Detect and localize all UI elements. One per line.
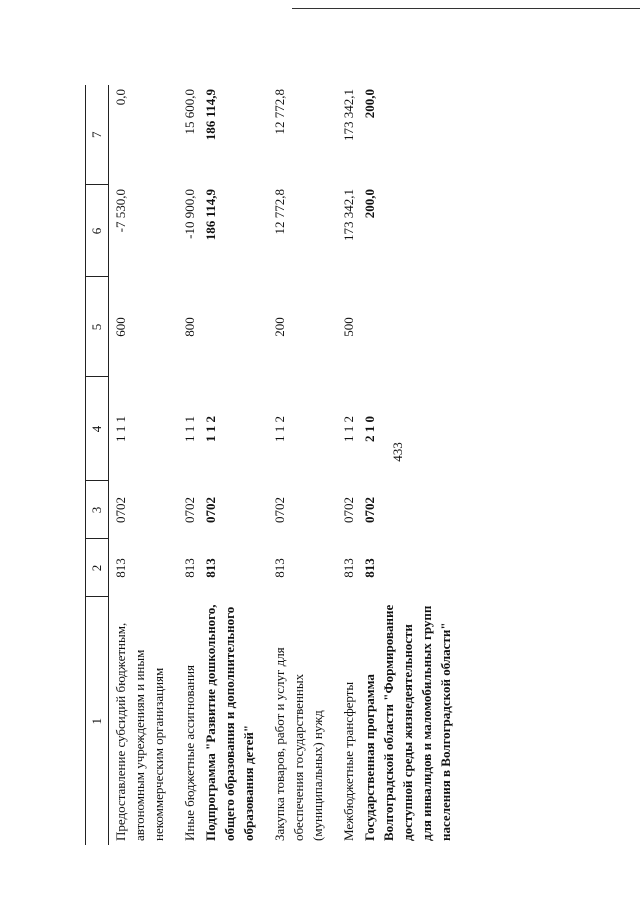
cell-target-code: 1 1 2 xyxy=(203,416,218,442)
cell-change-amount: -7 530,0 xyxy=(113,189,128,233)
cell-change-amount: 173 342,1 xyxy=(341,189,356,241)
cell-total-amount: 200,0 xyxy=(362,89,377,119)
cell-section-code: 0702 xyxy=(113,497,128,523)
cell-target-code: 1 1 2 xyxy=(272,416,287,442)
header-col-1: 1 xyxy=(86,597,109,845)
cell-section-code: 0702 xyxy=(362,497,377,523)
cell-expense-type: 600 xyxy=(113,317,128,337)
cell-section-code: 0702 xyxy=(203,497,218,523)
cell-total-amount: 15 600,0 xyxy=(182,89,197,135)
header-col-6: 6 xyxy=(86,185,109,277)
rotated-page-content xyxy=(85,85,565,845)
cell-admin-code: 813 xyxy=(272,558,287,578)
row-name: Подпрограмма "Развитие дошкольного, общего образования и дополнительного образования детей" xyxy=(203,604,256,841)
cell-change-amount: 186 114,9 xyxy=(203,189,218,241)
table-row xyxy=(337,85,358,845)
table-header-row xyxy=(86,85,109,845)
header-col-4: 4 xyxy=(86,377,109,481)
cell-admin-code: 813 xyxy=(182,558,197,578)
header-col-5: 5 xyxy=(86,277,109,377)
cell-admin-code: 813 xyxy=(203,558,218,578)
table-row xyxy=(109,85,179,845)
cell-expense-type: 800 xyxy=(182,317,197,337)
row-name: Предоставление субсидий бюджетным, автономным учреждениям и иным некоммерческим организациям xyxy=(113,622,166,841)
header-col-2: 2 xyxy=(86,539,109,597)
cell-expense-type: 500 xyxy=(341,317,356,337)
cell-target-code: 1 1 1 xyxy=(182,416,197,442)
cell-change-amount: 200,0 xyxy=(362,189,377,219)
table-row xyxy=(268,85,337,845)
cell-target-code: 1 1 2 xyxy=(341,416,356,442)
cell-expense-type: 200 xyxy=(272,317,287,337)
cell-total-amount: 0,0 xyxy=(113,89,128,106)
cell-expense-type xyxy=(358,277,455,377)
row-name: Иные бюджетные ассигнования xyxy=(182,664,197,841)
row-name: Закупка товаров, работ и услуг для обеспечения государственных (муниципальных) нужд xyxy=(272,647,325,841)
table-row xyxy=(199,85,268,845)
page-number: 433 xyxy=(390,442,405,462)
cell-change-amount: -10 900,0 xyxy=(182,189,197,239)
header-col-3: 3 xyxy=(86,481,109,539)
cell-section-code: 0702 xyxy=(341,497,356,523)
cell-expense-type xyxy=(199,277,268,377)
cell-target-code: 1 1 1 xyxy=(113,416,128,442)
row-name: Государственная программа Волгоградской области "Формирование доступной среды жизнедеятельности для инвалидов и маломобильных групп населения в Волгоградской области" xyxy=(362,604,453,841)
cell-change-amount: 12 772,8 xyxy=(272,189,287,235)
table-row xyxy=(178,85,199,845)
cell-target-code: 2 1 0 xyxy=(362,416,377,442)
top-rule xyxy=(292,8,640,9)
cell-total-amount: 186 114,9 xyxy=(203,89,218,141)
budget-table xyxy=(85,85,455,845)
cell-total-amount: 173 342,1 xyxy=(341,89,356,141)
row-name: Межбюджетные трансферты xyxy=(341,681,356,841)
table-row xyxy=(358,85,455,845)
cell-total-amount: 12 772,8 xyxy=(272,89,287,135)
cell-admin-code: 813 xyxy=(362,558,377,578)
cell-admin-code: 813 xyxy=(113,558,128,578)
cell-section-code: 0702 xyxy=(182,497,197,523)
cell-section-code: 0702 xyxy=(272,497,287,523)
header-col-7: 7 xyxy=(86,85,109,185)
cell-admin-code: 813 xyxy=(341,558,356,578)
